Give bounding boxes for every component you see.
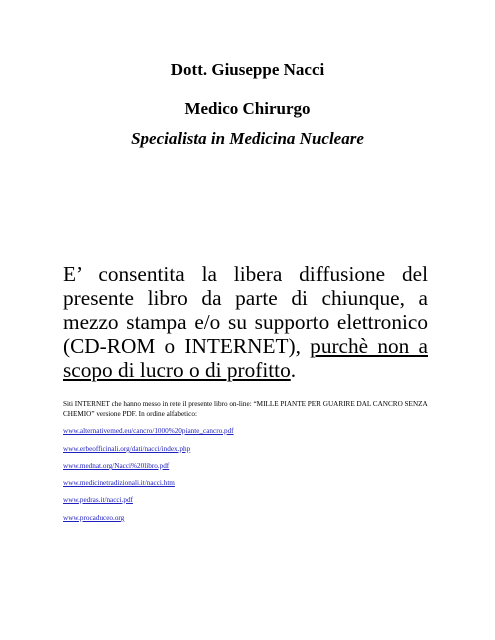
sites-intro: Siti INTERNET che hanno messo in rete il presente libro on-line: “MILLE PIANTE PER GUARIRE DAL CANCRO SENZA CHEMIO” versione PDF. In ordine alfabetico: [63,400,428,418]
site-link[interactable]: www.alternativemed.eu/cancro/1000%20piante_cancro.pdf [63,427,234,435]
site-link-item [63,427,234,436]
notice-text: E’ consentita la libera diffusione del presente libro da parte di chiunque, a mezzo stampa e/o su supporto elettronico (CD-ROM o INTERNET), [63,262,428,358]
site-link-item [63,496,133,505]
notice-underlined-text: purchè non a scopo di lucro o di profitto [63,334,428,382]
site-link[interactable]: www.erbeofficinali.org/dati/nacci/index.php [63,445,191,453]
distribution-notice [63,262,428,382]
site-link[interactable]: www.procaduceo.org [63,514,125,522]
site-link[interactable]: www.pedras.it/nacci.pdf [63,496,133,504]
site-link[interactable]: www.medicinetradizionali.it/nacci.htm [63,479,175,487]
author-role: Medico Chirurgo [184,99,311,118]
author-specialty: Specialista in Medicina Nucleare [131,129,364,148]
author-name: Dott. Giuseppe Nacci [170,60,325,79]
site-link-item [63,445,190,454]
site-link-item [63,462,169,471]
site-link[interactable]: www.mednat.org/Nacci%20libro.pdf [63,462,170,470]
site-link-item [63,479,175,488]
notice-end: . [290,358,297,382]
site-link-item [63,514,124,523]
